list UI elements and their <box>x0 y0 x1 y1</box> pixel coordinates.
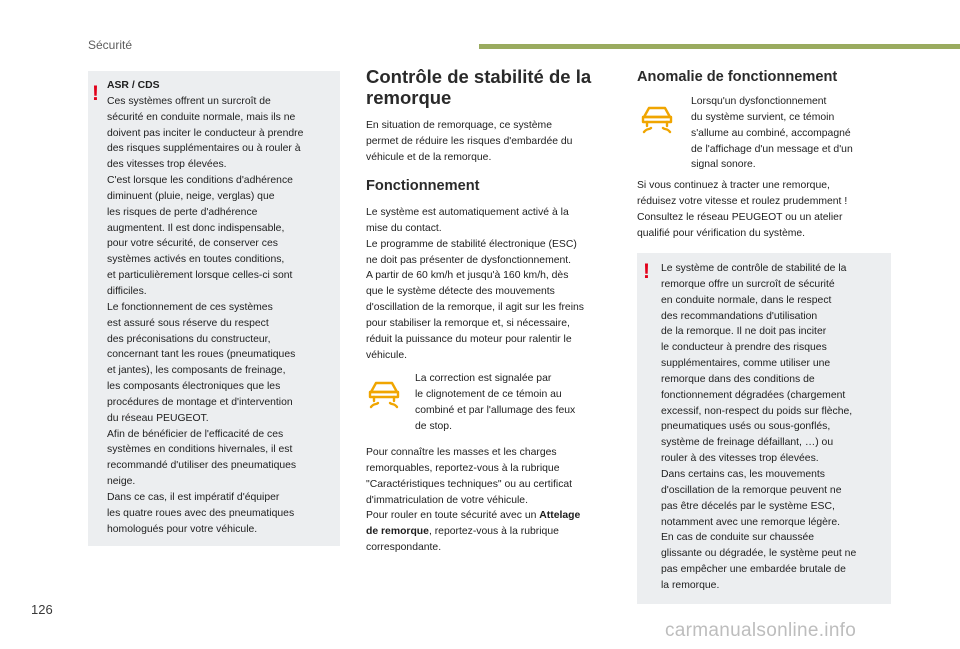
warning-box-text <box>107 78 338 537</box>
operation-paragraph: Le système est automatiquement activé à la mise du contact. Le programme de stabilité électronique (ESC) ne doit pas présenter de dysfonctionnement. A partir de 60 km/h et jusqu'à 160 km/h, dès que le système détecte des mouvements d'oscillation de la remorque, il agit sur les freins pour stabiliser la remorque et, si nécessaire, réduit la puissance du moteur pour ralentir le véhicule. <box>366 207 584 361</box>
warning-exclamation-icon: ! <box>92 82 99 105</box>
warning-box-body: Ces systèmes offrent un surcroît de sécurité en conduite normale, mais ils ne doivent pas inciter le conducteur à prendre des risques supplémentaires ou à rouler à des vitesses trop élevées. C'est lorsque les conditions d'adhérence diminuent (pluie, neige, verglas) que les risques de perte d'adhérence augmentent. Il est donc indispensable, pour votre sécurité, de conserver ces systèmes activés en toutes conditions, et particulièrement lorsque celles-ci sont difficiles. Le fonctionnement de ces systèmes est assuré sous réserve du respect des préconisations du constructeur, concernant tant les roues (pneumatiques et jantes), les composants de freinage, les composants électroniques que les procédures de montage et d'intervention du réseau PEUGEOT. Afin de bénéficier de l'efficacité de ces systèmes en conditions hivernales, il est recommandé d'utiliser des pneumatiques neige. Dans ce cas, il est impératif d'équiper les quatre roues avec des pneumatiques homologués pour votre véhicule. <box>107 95 304 535</box>
header-rule <box>479 44 960 49</box>
link-attelage-remorque[interactable]: Attelage de remorque <box>366 510 581 538</box>
section-title: Contrôle de stabilité de la remorque <box>366 66 592 108</box>
icon-note-correction: La correction est signalée par le clignotement de ce témoin au combiné et par l'allumage des feux de stop. <box>415 373 576 432</box>
icon-note-malfunction: Lorsqu'un dysfonctionnement du système survient, ce témoin s'allume au combiné, accompagné de l'affichage d'un message et d'un signal sonore. <box>691 96 853 171</box>
masses-text-end: , reportez-vous à la rubrique correspondante. <box>366 526 559 554</box>
warning-box-title: ASR / CDS <box>107 80 160 91</box>
advice-paragraph: Si vous continuez à tracter une remorque, réduisez votre vitesse et roulez prudemment ! Consultez le réseau PEUGEOT ou un atelier qualifié pour vérification du système. <box>637 180 848 239</box>
warning-box-asr-cds <box>88 71 340 546</box>
masses-text: Pour connaître les masses et les charges remorquables, reportez-vous à la rubrique "Caractéristiques techniques" ou au certificat d'immatriculation de votre véhicule. Pour rouler en toute sécurité avec un <box>366 447 573 522</box>
section-label: Sécurité <box>88 38 133 52</box>
subsection-title-operation: Fonctionnement <box>366 178 480 194</box>
watermark: carmanualsonline.info <box>665 620 857 641</box>
masses-paragraph <box>366 445 618 556</box>
subsection-title-anomaly: Anomalie de fonctionnement <box>637 69 838 85</box>
trailer-stability-fault-icon <box>640 103 674 137</box>
trailer-stability-warning-icon <box>367 378 401 412</box>
warning-exclamation-icon: ! <box>643 260 650 283</box>
intro-paragraph: En situation de remorquage, ce système permet de réduire les risques d'embardée du véhicule et de la remorque. <box>366 120 573 163</box>
warning-box-trailer-stability <box>637 253 891 604</box>
page-number: 126 <box>31 602 53 617</box>
warning-box-body: Le système de contrôle de stabilité de la remorque offre un surcroît de sécurité en conduite normale, dans le respect des recommandations d'utilisation de la remorque. Il ne doit pas inciter le conducteur à prendre des risques supplémentaires, comme utiliser une remorque dans des conditions de fonctionnement dégradées (chargement excessif, non-respect du poids sur flèche, pneumatiques usés ou sous-gonflés, système de freinage défaillant, …) ou rouler à des vitesses trop élevées. Dans certains cas, les mouvements d'oscillation de la remorque peuvent ne pas être décelés par le système ESC, notamment avec une remorque légère. En cas de conduite sur chaussée glissante ou dégradée, le système peut ne pas empêcher une embardée brutale de la remorque. <box>661 263 857 591</box>
